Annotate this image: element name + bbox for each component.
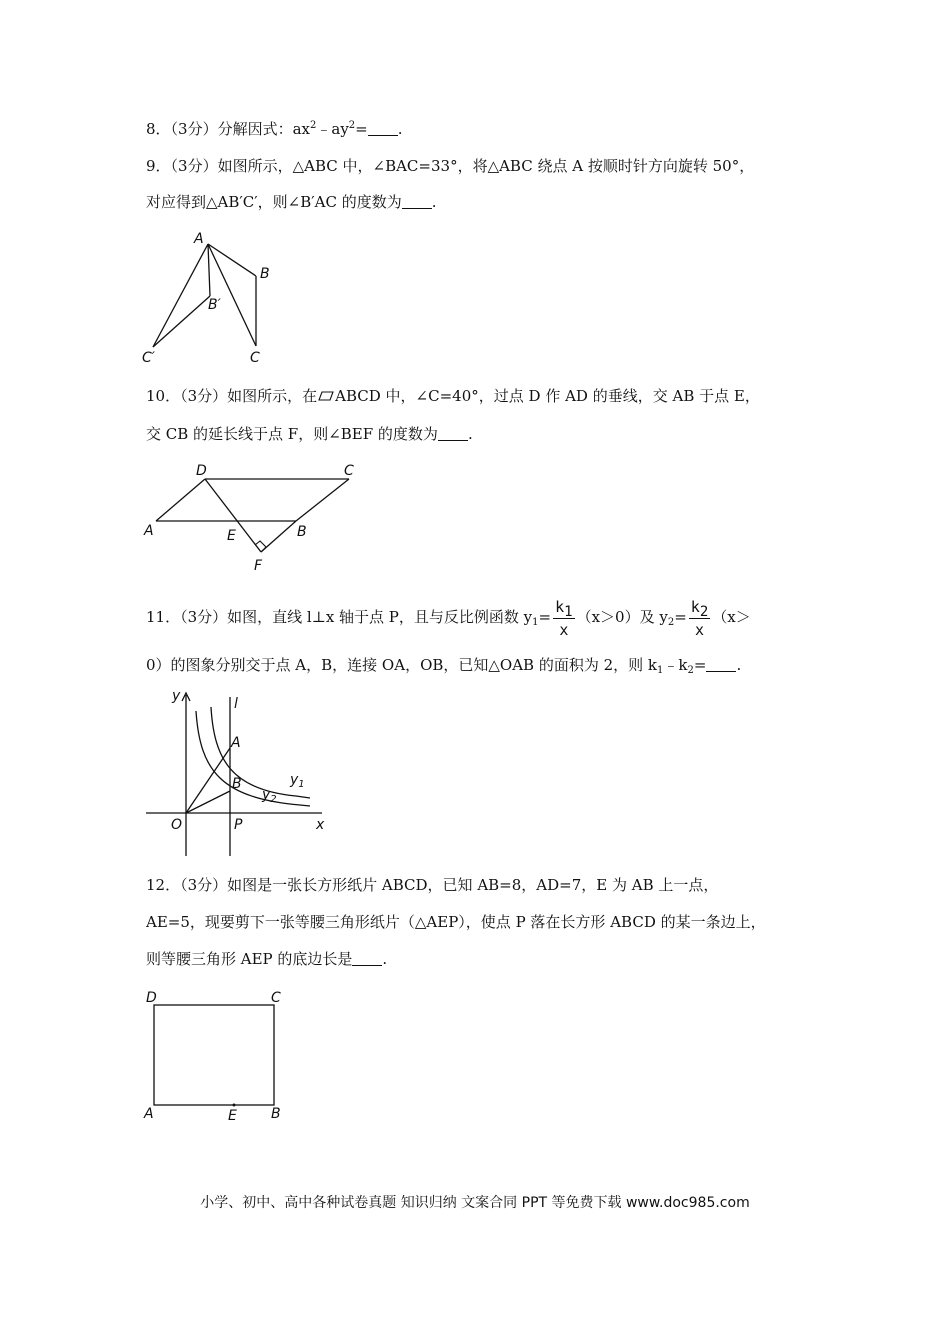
q11-k1-k: k [555,597,565,616]
q11-label-p: P [234,817,243,833]
q11-label-y1-sub: 1 [298,779,305,790]
q10-label-d: D [196,463,207,479]
q11-condition-1: （x＞0）及 y [576,608,668,626]
q10-score: （3分） [180,387,228,405]
q11-score: （3分） [180,608,228,626]
q11-label-y1-y: y [290,772,299,788]
q12-score: （3分） [180,876,228,894]
q12-label-d: D [146,990,157,1006]
q10-label-f: F [254,558,263,574]
q11-eq-1: = [538,608,552,626]
q11-end: . [736,656,742,674]
q8-end: . [397,120,403,138]
q8-exponent-1: 2 [310,120,317,131]
q11-y2-sub: 2 [667,617,675,628]
q8-equals: = [355,120,368,138]
q10-label-e: E [227,528,236,544]
q10-text-b: ABCD 中，∠C=40°，过点 D 作 AD 的垂线，交 AB 于点 E， [335,387,760,405]
q12-text-line-3: 则等腰三角形 AEP 的底边长是 [146,950,353,968]
q9-label-b-prime: B′ [208,297,221,313]
q12-label-a: A [144,1106,154,1122]
q11-k1-denominator: x [559,620,569,639]
q9-label-a: A [194,231,204,247]
q11-label-l: l [234,696,238,712]
q11-label-o: O [171,817,183,833]
q9-number: 9． [146,157,171,175]
q12-rectangle-abcd [154,1005,274,1105]
q11-k2-k: k [690,597,700,616]
q11-k2-sub-2: 2 [687,665,694,676]
q12-text-line-1: 如图是一张长方形纸片 ABCD，已知 AB=8，AD=7，E 为 AB 上一点， [227,876,719,894]
q11-k2-sub: 2 [699,603,709,620]
q8-text: 分解因式：ax [217,120,310,138]
q10-label-a: A [144,523,154,539]
q10-text-line-2: 交 CB 的延长线于点 F，则∠BEF 的度数为 [146,425,438,443]
q11-k2-denominator: x [695,620,705,639]
q10-label-c: C [344,463,354,479]
q11-label-a: A [231,735,241,751]
q9-score: （3分） [170,157,218,175]
q11-number: 11． [146,608,181,626]
q9-text-line-1: 如图所示，△ABC 中，∠BAC=33°，将△ABC 绕点 A 按顺时针方向旋转 50°， [217,157,755,175]
q11-k1-sub-2: 1 [657,665,664,676]
q10-label-b: B [297,524,307,540]
q8-score: （3分） [170,120,218,138]
q11-condition-2: （x＞ [712,608,751,626]
q12-label-c: C [271,990,281,1006]
q11-minus-k: ﹣k [663,656,688,674]
q11-y1-sub: 1 [532,617,539,628]
q9-label-c-prime: C′ [142,350,155,366]
q12-end: . [382,950,388,968]
q12-text-line-2: AE=5，现要剪下一张等腰三角形纸片（△AEP），使点 P 落在长方形 ABCD 的某一条边上， [146,913,766,931]
q8-text-2: ﹣ay [316,120,349,138]
q11-label-x: x [316,817,325,833]
q10-text-a: 如图所示，在 [227,387,318,405]
q11-equals: = [693,656,707,674]
q12-point-e [233,1104,236,1107]
q11-text-a: 如图，直线 l⊥x 轴于点 P，且与反比例函数 y [227,608,533,626]
q9-end: . [431,193,437,211]
q9-text-line-2: 对应得到△AB′C′，则∠B′AC 的度数为 [146,193,402,211]
q11-label-y: y [172,688,181,704]
q12-label-b: B [271,1106,281,1122]
q8-number: 8． [146,120,171,138]
q9-label-b: B [260,266,270,282]
q10-number: 10． [146,387,181,405]
q11-label-y2-y: y [262,787,271,803]
q9-label-c: C [250,350,260,366]
q11-label-y2-sub: 2 [270,794,277,805]
q12-label-e: E [228,1108,237,1124]
q11-text-line-2: 0）的图象分别交于点 A，B，连接 OA，OB，已知△OAB 的面积为 2，则 k [146,656,658,674]
q10-end: . [467,425,473,443]
q11-eq-2: = [674,608,687,626]
q11-label-b: B [232,776,242,792]
page-footer: 小学、初中、高中各种试卷真题 知识归纳 文案合同 PPT 等免费下载 www.doc985.com [200,1195,750,1211]
q12-number: 12． [146,876,181,894]
q11-k1-sub: 1 [564,603,573,620]
q8-exponent-2: 2 [348,120,356,131]
